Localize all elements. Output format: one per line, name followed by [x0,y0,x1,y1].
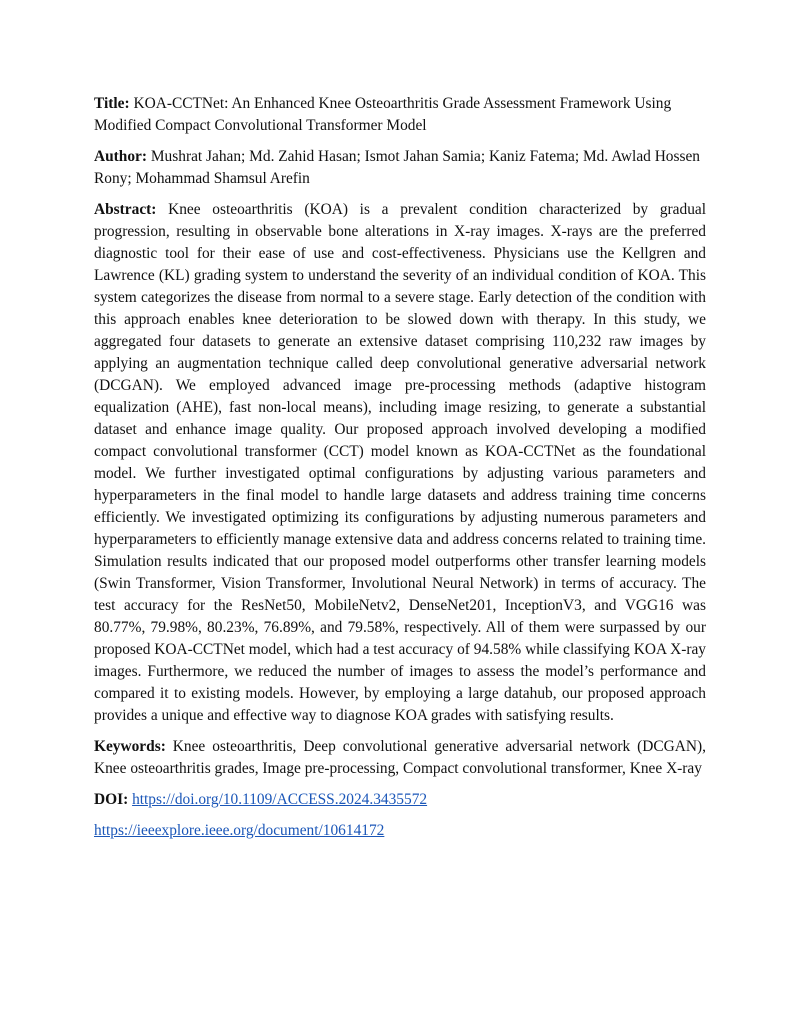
doi-label: DOI: [94,791,129,808]
author-label: Author: [94,148,148,165]
keywords-label: Keywords: [94,738,166,755]
ieee-xplore-link[interactable]: https://ieeexplore.ieee.org/document/10614172 [94,822,385,839]
abstract-label: Abstract: [94,201,157,218]
abstract-text: Knee osteoarthritis (KOA) is a prevalent condition characterized by gradual progression, resulting in observable bone alterations in X-ray images. X-rays are the preferred diagnostic tool for their ease of use and cost-effectiveness. Physicians use the Kellgren and Lawrence (KL) grading system to understand the severity of an individual condition of KOA. This system categorizes the disease from normal to a severe stage. Early detection of the condition with this approach enables knee deterioration to be slowed down with therapy. In this study, we aggregated four datasets to generate an extensive dataset comprising 110,232 raw images by applying an augmentation technique called deep convolutional generative adversarial network (DCGAN). We employed advanced image pre-processing methods (adaptive histogram equalization (AHE), fast non-local means), including image resizing, to generate a substantial dataset and enhance image quality. Our proposed approach involved developing a modified compact convolutional transformer (CCT) model known as KOA-CCTNet as the foundational model. We further investigated optimal configurations by adjusting various parameters and hyperparameters in the final model to handle large datasets and address training time concerns efficiently. We investigated optimizing its configurations by adjusting numerous parameters and hyperparameters to efficiently manage extensive data and address concerns related to training time. Simulation results indicated that our proposed model outperforms other transfer learning models (Swin Transformer, Vision Transformer, Involutional Neural Network) in terms of accuracy. The test accuracy for the ResNet50, MobileNetv2, DenseNet201, InceptionV3, and VGG16 was 80.77%, 79.98%, 80.23%, 76.89%, and 79.58%, respectively. All of them were surpassed by our proposed KOA-CCTNet model, which had a test accuracy of 94.58% while classifying KOA X-ray images. Furthermore, we reduced the number of images to assess the model’s performance and compared it to existing models. However, by employing a large datahub, our proposed approach provides a unique and effective way to diagnose KOA grades with satisfying results. [94,201,706,724]
doi-link[interactable]: https://doi.org/10.1109/ACCESS.2024.3435572 [132,791,428,808]
keywords-text: Knee osteoarthritis, Deep convolutional generative adversarial network (DCGAN), Knee osteoarthritis grades, Image pre-processing, Compact convolutional transformer, Knee X-ray [94,738,706,777]
doi-paragraph [94,789,706,811]
title-paragraph [94,93,706,137]
author-paragraph [94,146,706,190]
abstract-paragraph [94,199,706,727]
paper-title: KOA-CCTNet: An Enhanced Knee Osteoarthritis Grade Assessment Framework Using Modified Compact Convolutional Transformer Model [94,95,672,134]
title-label: Title: [94,95,130,112]
author-list: Mushrat Jahan; Md. Zahid Hasan; Ismot Jahan Samia; Kaniz Fatema; Md. Awlad Hossen Rony; Mohammad Shamsul Arefin [94,148,701,187]
document-page [94,93,706,851]
ieee-paragraph [94,820,706,842]
keywords-paragraph [94,736,706,780]
